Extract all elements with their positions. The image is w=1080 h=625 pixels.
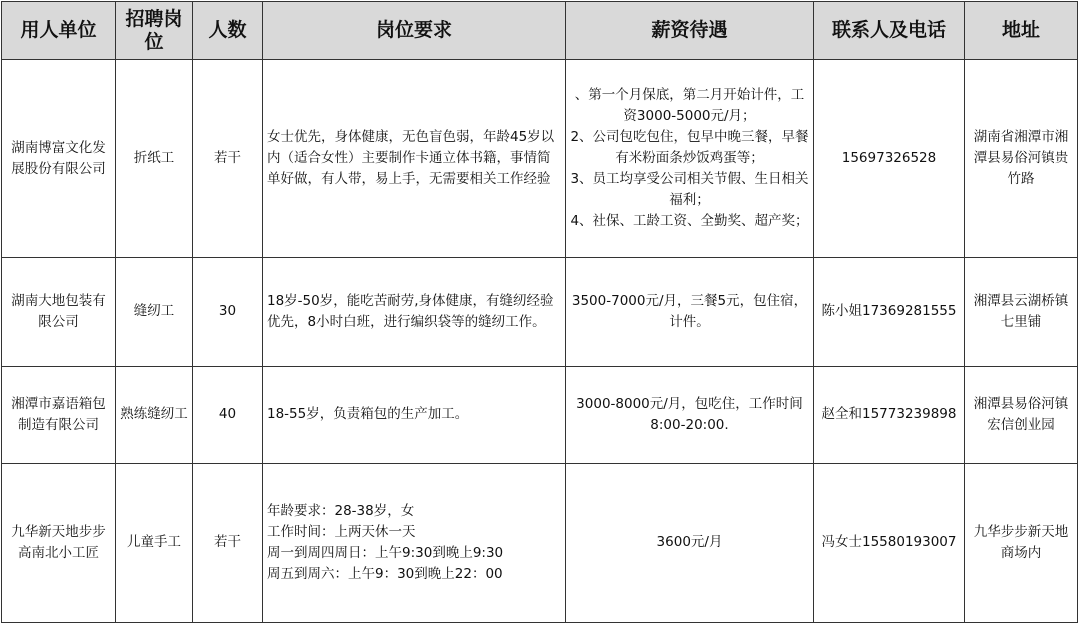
position-cell: 儿童手工	[116, 463, 193, 622]
employer-cell: 湖南博富文化发展股份有限公司	[2, 60, 116, 258]
address-cell: 湖南省湘潭市湘潭县易俗河镇贵竹路	[965, 60, 1078, 258]
address-cell: 湘潭县云湖桥镇七里铺	[965, 258, 1078, 366]
salary-line: 4、社保、工龄工资、全勤奖、超产奖；	[570, 213, 809, 230]
address-cell: 九华步步新天地商场内	[965, 463, 1078, 622]
job-listings-table	[1, 1, 1078, 623]
requirements-line: 周一到周四周日：上午9:30到晚上9:30	[267, 544, 504, 561]
requirements-cell	[263, 60, 566, 258]
requirements-line: 18-55岁，负责箱包的生产加工。	[267, 406, 469, 423]
header-salary: 薪资待遇	[566, 2, 814, 60]
position-cell: 熟练缝纫工	[116, 366, 193, 463]
count-cell: 30	[193, 258, 263, 366]
requirements-line: 18岁-50岁，能吃苦耐劳,身体健康，有缝纫经验优先，8小时白班，进行编织袋等的缝纫工作。	[267, 292, 554, 330]
requirements-line: 周五到周六：上午9：30到晚上22：00	[267, 565, 503, 582]
header-count: 人数	[193, 2, 263, 60]
contact-cell: 15697326528	[814, 60, 965, 258]
requirements-line: 年龄要求：28-38岁，女	[267, 502, 415, 519]
header-employer: 用人单位	[2, 2, 116, 60]
contact-cell: 赵全和15773239898	[814, 366, 965, 463]
employer-cell: 湘潭市嘉语箱包制造有限公司	[2, 366, 116, 463]
employer-cell: 九华新天地步步高南北小工匠	[2, 463, 116, 622]
salary-cell	[566, 463, 814, 622]
contact-cell: 陈小姐17369281555	[814, 258, 965, 366]
table-row	[2, 463, 1078, 622]
header-requirements: 岗位要求	[263, 2, 566, 60]
salary-line: 3、员工均享受公司相关节假、生日相关福利；	[570, 171, 809, 209]
table-row	[2, 258, 1078, 366]
salary-line: 3500-7000元/月，三餐5元，包住宿，计件。	[571, 292, 808, 330]
requirements-cell	[263, 366, 566, 463]
count-cell: 若干	[193, 463, 263, 622]
address-cell: 湘潭县易俗河镇宏信创业园	[965, 366, 1078, 463]
header-contact: 联系人及电话	[814, 2, 965, 60]
requirements-cell	[263, 258, 566, 366]
requirements-line: 女士优先，身体健康，无色盲色弱，年龄45岁以内（适合女性）主要制作卡通立体书籍，事情简单好做，有人带，易上手，无需要相关工作经验	[267, 129, 555, 188]
employer-cell: 湖南大地包装有限公司	[2, 258, 116, 366]
count-cell: 若干	[193, 60, 263, 258]
table-row	[2, 366, 1078, 463]
salary-line: 3000-8000元/月，包吃住，工作时间8:00-20:00.	[576, 395, 803, 433]
salary-cell	[566, 60, 814, 258]
table-header-row	[2, 2, 1078, 60]
salary-cell	[566, 366, 814, 463]
salary-line: 、第一个月保底，第二月开始计件，工资3000-5000元/月；	[574, 87, 805, 125]
table-row	[2, 60, 1078, 258]
position-cell: 缝纫工	[116, 258, 193, 366]
salary-line: 2、公司包吃包住，包早中晚三餐，早餐有米粉面条炒饭鸡蛋等；	[570, 129, 809, 167]
requirements-cell	[263, 463, 566, 622]
position-cell: 折纸工	[116, 60, 193, 258]
count-cell: 40	[193, 366, 263, 463]
header-position: 招聘岗位	[116, 2, 193, 60]
header-address: 地址	[965, 2, 1078, 60]
requirements-line: 工作时间：上两天休一天	[267, 523, 416, 540]
salary-cell	[566, 258, 814, 366]
contact-cell: 冯女士15580193007	[814, 463, 965, 622]
salary-line: 3600元/月	[656, 534, 723, 551]
